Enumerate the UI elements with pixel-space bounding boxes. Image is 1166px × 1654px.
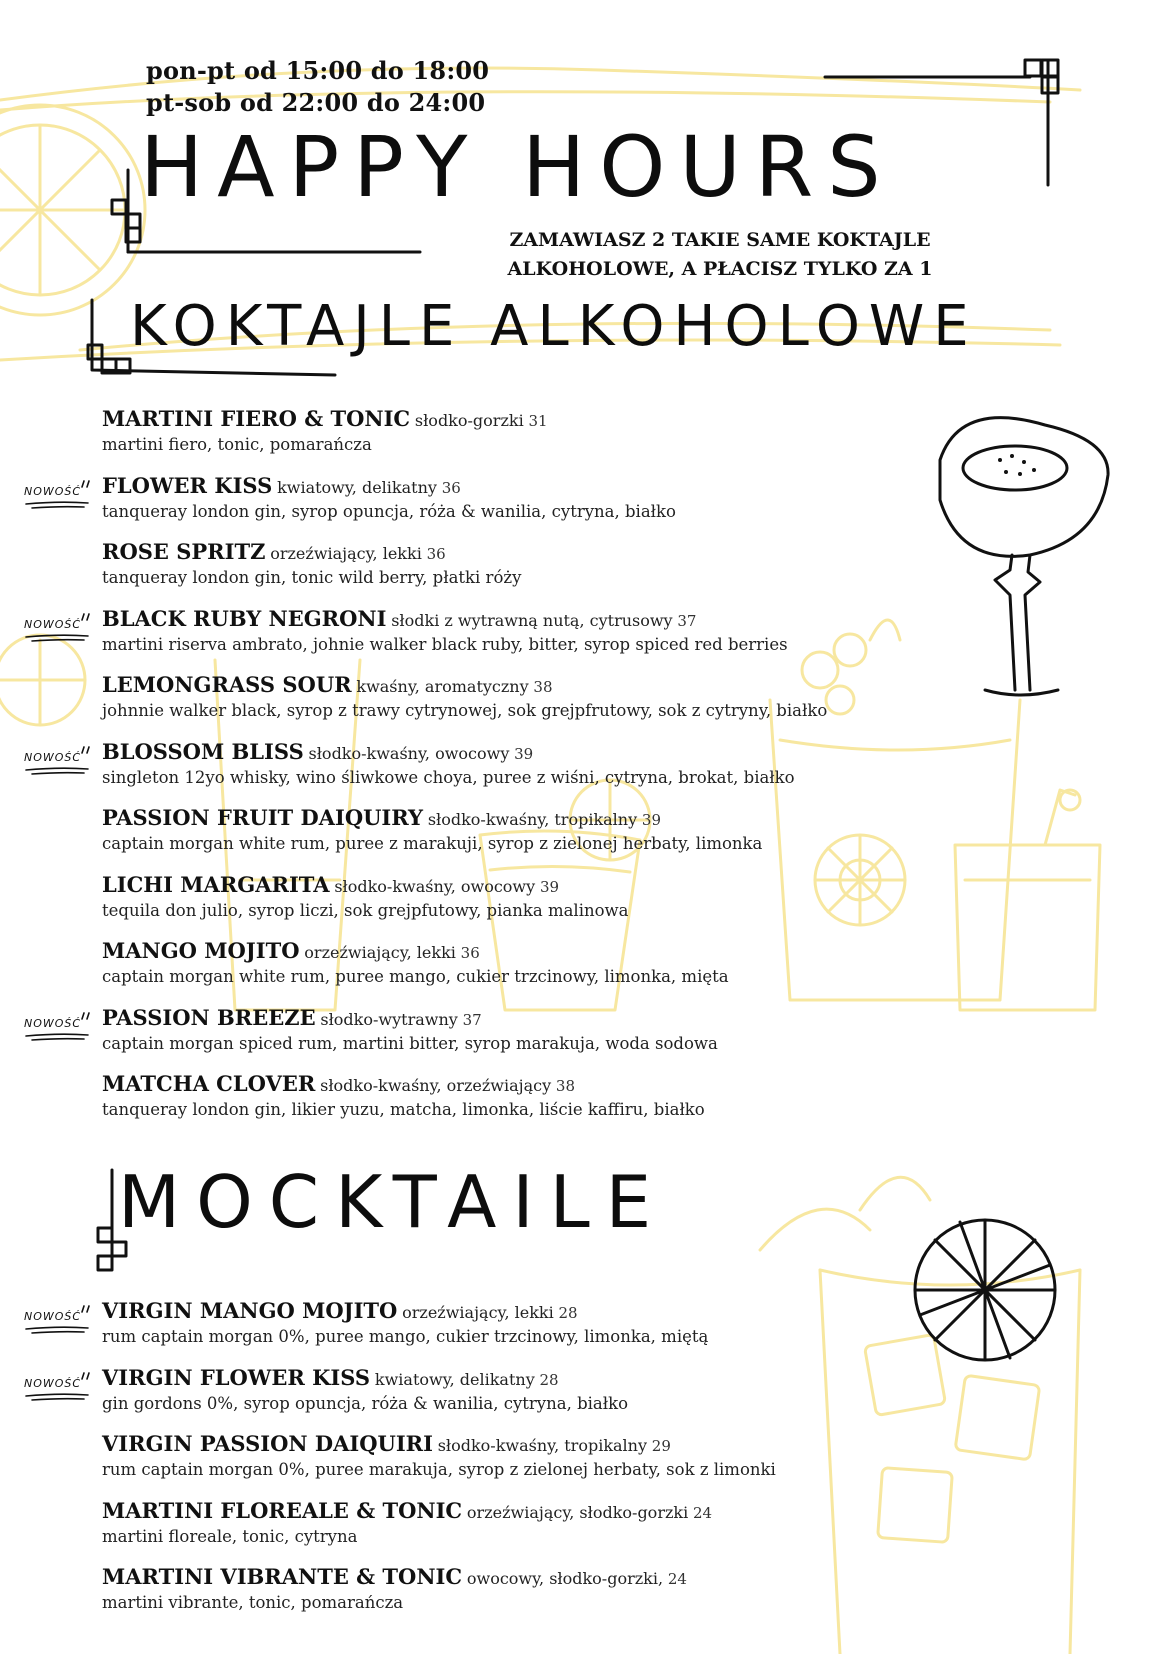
menu-item-ingredients: tanqueray london gin, tonic wild berry, płatki róży: [102, 568, 522, 587]
menu-item-ingredients: tanqueray london gin, likier yuzu, matcha, limonka, liście kaffiru, białko: [102, 1100, 705, 1119]
menu-item: [102, 1431, 776, 1481]
menu-item-price: 37: [462, 1010, 482, 1029]
hours-weekdays: pon-pt od 15:00 do 18:00: [146, 56, 490, 85]
menu-item-price: 24: [667, 1570, 687, 1588]
menu-item-name: LICHI MARGARITA: [102, 871, 330, 897]
menu-item-description: orzeźwiający, lekki: [304, 943, 456, 962]
menu-item-header: [102, 872, 629, 900]
menu-item-description: orzeźwiający, słodko-gorzki: [466, 1502, 689, 1522]
menu-item: [102, 406, 548, 456]
menu-item-price: 36: [460, 944, 480, 962]
menu-item-ingredients: rum captain morgan 0%, puree mango, cukier trzcinowy, limonka, miętą: [102, 1327, 709, 1346]
menu-item-header: [102, 1431, 776, 1459]
menu-item-description: owocowy, słodko-gorzki,: [466, 1569, 664, 1588]
menu-item-header: [102, 938, 729, 966]
new-badge-label: NOWOŚĆ: [24, 484, 82, 498]
menu-item-description: słodko-kwaśny, orzeźwiający: [320, 1076, 552, 1095]
menu-item-description: słodko-wytrawny: [320, 1009, 458, 1029]
menu-item: [102, 539, 521, 589]
menu-item-header: [102, 1071, 705, 1099]
menu-item-description: słodko-kwaśny, tropikalny: [427, 810, 638, 829]
menu-item-price: 36: [426, 545, 446, 563]
menu-item-ingredients: captain morgan white rum, puree z marakuji, syrop z zielonej herbaty, limonka: [102, 834, 763, 853]
menu-item-description: orzeźwiający, lekki: [270, 544, 422, 563]
new-badge-label: NOWOŚĆ: [24, 1310, 82, 1323]
short-glass-icon: [955, 790, 1100, 1010]
menu-item-ingredients: tanqueray london gin, syrop opuncja, róża & wanilia, cytryna, białko: [102, 501, 676, 521]
menu-item-ingredients: martini floreale, tonic, cytryna: [102, 1526, 358, 1546]
menu-item-header: [102, 606, 788, 634]
menu-item-price: 39: [539, 877, 560, 896]
menu-item-ingredients: singleton 12yo whisky, wino śliwkowe choya, puree z wiśni, cytryna, brokat, białko: [102, 767, 795, 787]
menu-item-name: ROSE SPRITZ: [102, 539, 266, 564]
menu-item-ingredients: captain morgan spiced rum, martini bitter, syrop marakuja, woda sodowa: [102, 1033, 718, 1053]
menu-item-name: PASSION FRUIT DAIQUIRY: [102, 805, 424, 830]
menu-item-description: słodki z wytrawną nutą, cytrusowy: [391, 610, 673, 630]
hours-weekend: pt-sob od 22:00 do 24:00: [146, 88, 486, 117]
lemon-wheel-icon: [915, 1220, 1055, 1360]
new-badge-label: NOWOŚĆ: [24, 1016, 82, 1030]
new-badge-label: NOWOŚĆ: [24, 1376, 82, 1390]
new-badge-label: NOWOŚĆ: [24, 617, 82, 631]
menu-item-price: 39: [641, 811, 662, 829]
menu-item: [102, 1005, 718, 1055]
menu-item: [102, 473, 676, 523]
new-badge-underline-icon: [24, 1302, 94, 1336]
menu-item-header: [102, 805, 762, 833]
menu-item-price: 28: [539, 1370, 559, 1389]
menu-item-name: VIRGIN PASSION DAIQUIRI: [102, 1431, 433, 1456]
menu-item-header: [102, 473, 676, 501]
menu-item-name: MARTINI VIBRANTE & TONIC: [102, 1564, 463, 1589]
menu-item-name: LEMONGRASS SOUR: [102, 672, 352, 697]
menu-item-ingredients: rum captain morgan 0%, puree marakuja, syrop z zielonej herbaty, sok z limonki: [102, 1460, 776, 1479]
new-badge: [24, 743, 92, 777]
menu-item: [102, 1564, 687, 1614]
new-badge-underline-icon: [24, 477, 94, 511]
menu-item-ingredients: gin gordons 0%, syrop opuncja, róża & wanilia, cytryna, białko: [102, 1393, 629, 1413]
section-title-mocktaile: MOCKTAILE: [118, 1160, 668, 1244]
menu-item: [102, 805, 762, 855]
menu-item: [102, 1365, 628, 1415]
menu-item-ingredients: martini vibrante, tonic, pomarańcza: [102, 1593, 404, 1612]
new-badge: [24, 477, 92, 511]
menu-item-price: 38: [533, 678, 553, 696]
promo-line-2: ALKOHOLOWE, A PŁACISZ TYLKO ZA 1: [507, 258, 933, 280]
new-badge: [24, 1009, 92, 1043]
menu-item: [102, 606, 788, 656]
menu-item-ingredients: captain morgan white rum, puree mango, cukier trzcinowy, limonka, mięta: [102, 967, 729, 986]
new-badge-underline-icon: [24, 610, 94, 644]
promo-line-1: ZAMAWIASZ 2 TAKIE SAME KOKTAJLE: [509, 229, 931, 251]
menu-item-ingredients: martini riserva ambrato, johnie walker black ruby, bitter, syrop spiced red berries: [102, 634, 788, 654]
menu-item-header: [102, 406, 548, 434]
menu-item-price: 36: [441, 478, 461, 497]
menu-item-price: 29: [651, 1437, 671, 1455]
promo-text: [470, 226, 970, 284]
menu-item: [102, 872, 629, 922]
martini-glass-icon: [940, 418, 1108, 695]
menu-item-description: kwiatowy, delikatny: [374, 1369, 535, 1389]
menu-item-description: kwaśny, aromatyczny: [356, 677, 529, 696]
menu-item-description: słodko-gorzki: [414, 411, 524, 430]
new-badge-underline-icon: [24, 1009, 94, 1043]
menu-item-name: FLOWER KISS: [102, 472, 273, 498]
menu-item-price: 39: [514, 744, 534, 763]
menu-item-header: [102, 539, 521, 567]
menu-item-header: [102, 672, 827, 700]
menu-item: [102, 1498, 712, 1548]
menu-item-price: 38: [555, 1077, 575, 1095]
menu-item-name: PASSION BREEZE: [102, 1004, 316, 1030]
menu-item-description: kwiatowy, delikatny: [277, 477, 437, 497]
menu-item-header: [102, 739, 795, 767]
menu-item-name: BLOSSOM BLISS: [102, 738, 304, 764]
new-badge-underline-icon: [24, 743, 94, 777]
new-badge-underline-icon: [24, 1369, 94, 1403]
menu-item-price: 24: [692, 1503, 713, 1522]
menu-item-description: słodko-kwaśny, owocowy: [308, 743, 510, 763]
menu-item: [102, 1298, 708, 1348]
menu-item-name: VIRGIN MANGO MOJITO: [102, 1298, 398, 1323]
menu-item-name: MANGO MOJITO: [102, 938, 300, 963]
menu-item-name: MARTINI FLOREALE & TONIC: [102, 1497, 463, 1523]
menu-item-header: [102, 1005, 718, 1033]
new-badge: [24, 1369, 92, 1403]
menu-item-header: [102, 1498, 712, 1526]
new-badge: [24, 610, 92, 644]
menu-item-price: 31: [528, 412, 548, 430]
new-badge: [24, 1302, 92, 1336]
menu-item-header: [102, 1564, 687, 1592]
menu-item-ingredients: tequila don julio, syrop liczi, sok grejpfutowy, pianka malinowa: [102, 900, 629, 920]
menu-item-description: słodko-kwaśny, tropikalny: [437, 1436, 648, 1455]
menu-item-name: VIRGIN FLOWER KISS: [102, 1364, 371, 1390]
menu-item-ingredients: johnnie walker black, syrop z trawy cytrynowej, sok grejpfrutowy, sok z cytryny, białko: [102, 701, 828, 720]
menu-item: [102, 938, 729, 988]
lemon-slice-icon: [0, 105, 145, 315]
menu-item-price: 28: [558, 1304, 578, 1322]
menu-item: [102, 672, 827, 722]
menu-item-name: BLACK RUBY NEGRONI: [102, 605, 387, 631]
menu-item-name: MATCHA CLOVER: [102, 1071, 316, 1096]
new-badge-label: NOWOŚĆ: [24, 750, 82, 764]
page-title: HAPPY HOURS: [140, 118, 895, 216]
menu-item-name: MARTINI FIERO & TONIC: [102, 406, 411, 431]
menu-item-ingredients: martini fiero, tonic, pomarańcza: [102, 435, 372, 454]
section-title-koktajle: KOKTAJLE ALKOHOLOWE: [130, 294, 978, 359]
menu-item: [102, 1071, 705, 1121]
large-glass-icon: [760, 1177, 1080, 1654]
menu-item-header: [102, 1298, 708, 1326]
menu-item-description: słodko-kwaśny, owocowy: [334, 876, 536, 896]
menu-item-price: 37: [677, 611, 697, 630]
menu-item: [102, 739, 795, 789]
menu-item-description: orzeźwiający, lekki: [402, 1303, 554, 1322]
menu-item-header: [102, 1365, 628, 1393]
